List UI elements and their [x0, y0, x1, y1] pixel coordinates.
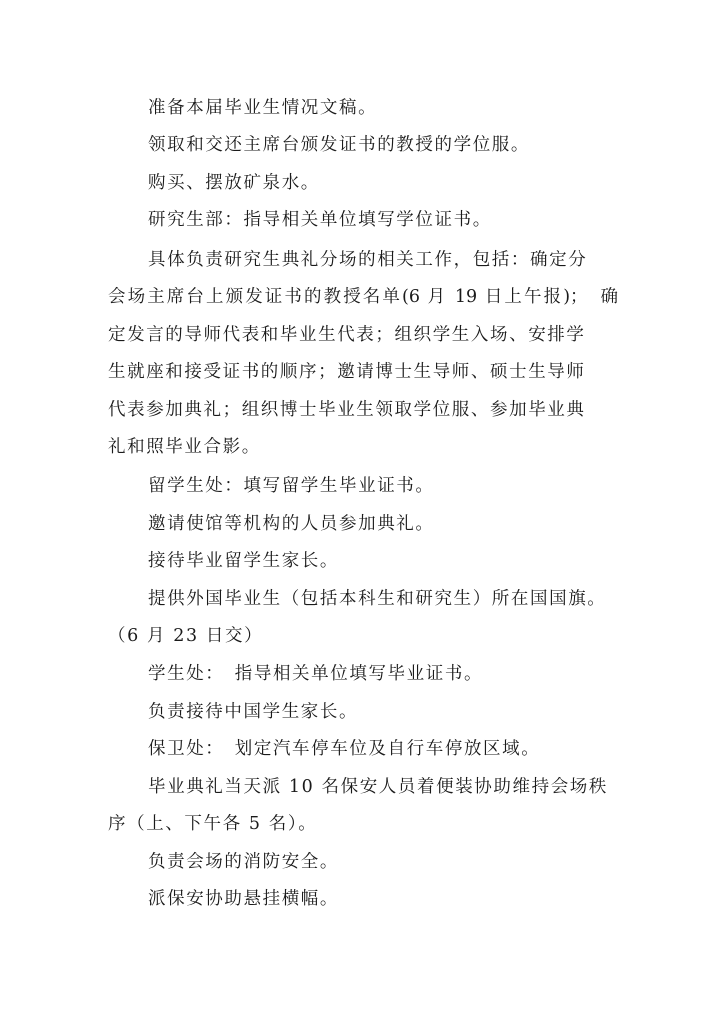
paragraph-line: 购买、摆放矿泉水。 — [148, 173, 320, 193]
paragraph-line: 准备本届毕业生情况文稿。 — [148, 98, 378, 118]
paragraph-line: 生就座和接受证书的顺序；邀请博士生导师、硕士生导师 — [108, 362, 586, 382]
paragraph-line: 领取和交还主席台颁发证书的教授的学位服。 — [148, 135, 530, 155]
paragraph-line: 保卫处： 划定汽车停车位及自行车停放区域。 — [148, 739, 541, 759]
paragraph-line: 负责会场的消防安全。 — [148, 852, 339, 872]
paragraph-line: 具体负责研究生典礼分场的相关工作，包括：确定分 — [148, 250, 588, 270]
paragraph-line: 邀请使馆等机构的人员参加典礼。 — [148, 514, 435, 534]
paragraph-line: 毕业典礼当天派 10 名保安人员着便装协助维持会场秩 — [148, 777, 608, 797]
paragraph-line: 留学生处：填写留学生毕业证书。 — [148, 476, 435, 496]
paragraph-line: 接待毕业留学生家长。 — [148, 551, 339, 571]
paragraph-line: 提供外国毕业生（包括本科生和研究生）所在国国旗。 — [148, 589, 607, 609]
paragraph-line: 代表参加典礼；组织博士毕业生领取学位服、参加毕业典 — [108, 400, 586, 420]
paragraph-line: 负责接待中国学生家长。 — [148, 702, 359, 722]
paragraph-line: 礼和照毕业合影。 — [108, 437, 261, 457]
paragraph-line: 序（上、下午各 5 名）。 — [108, 814, 318, 834]
paragraph-line: 会场主席台上颁发证书的教授名单(6 月 19 日上午报)； 确 — [108, 287, 618, 307]
paragraph-line: 学生处： 指导相关单位填写毕业证书。 — [148, 664, 484, 684]
paragraph-line: 定发言的导师代表和毕业生代表；组织学生入场、安排学 — [108, 325, 586, 345]
paragraph-line: （6 月 23 日交） — [108, 626, 264, 646]
paragraph-line: 研究生部：指导相关单位填写学位证书。 — [148, 210, 492, 230]
paragraph-line: 派保安协助悬挂横幅。 — [148, 889, 339, 909]
